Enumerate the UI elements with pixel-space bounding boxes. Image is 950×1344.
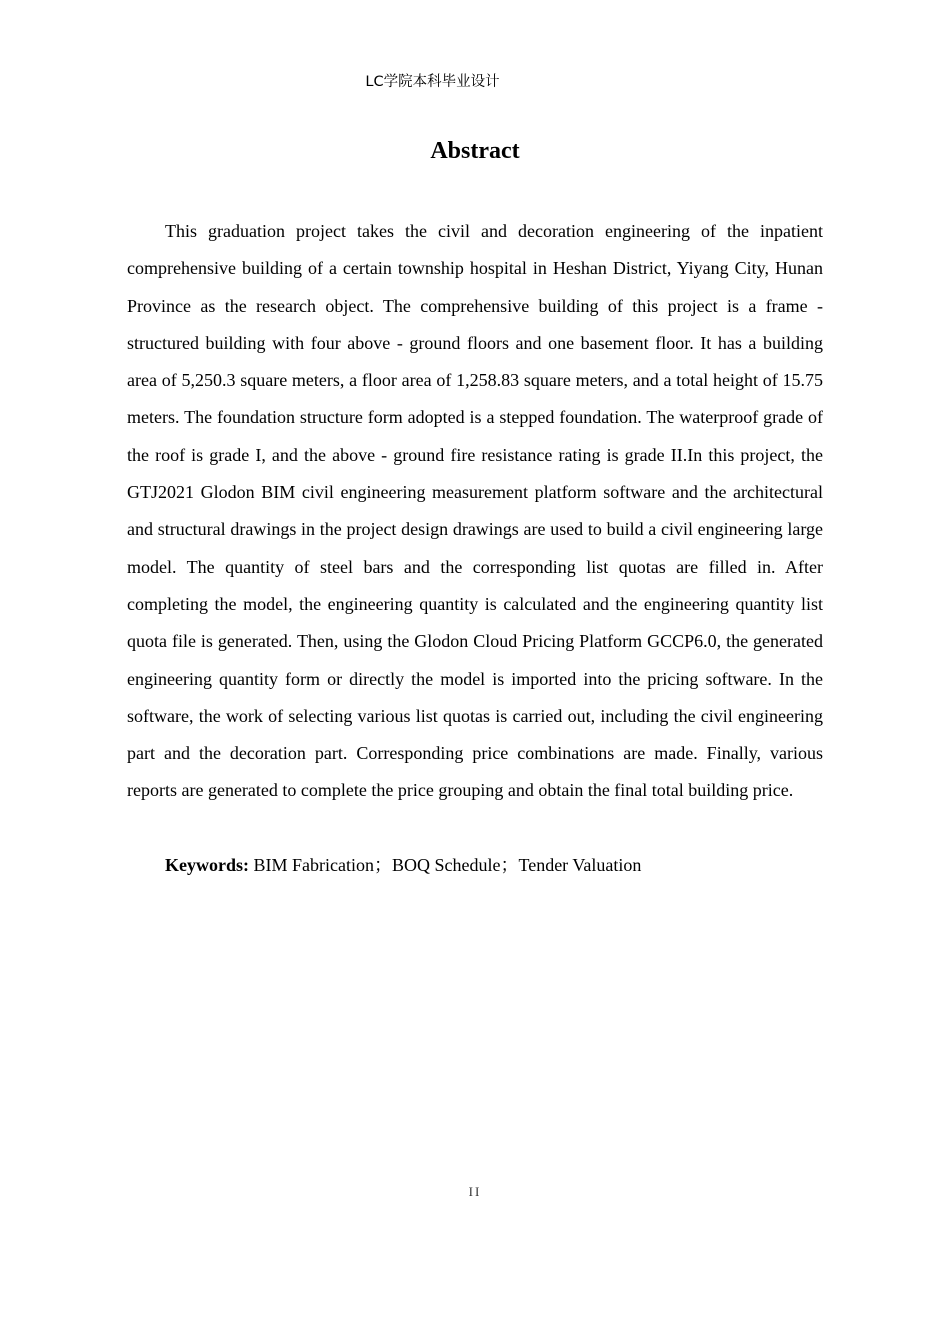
keywords-label: Keywords: (165, 855, 249, 875)
page-header: LC学院本科毕业设计 (365, 74, 500, 90)
abstract-body: This graduation project takes the civil and decoration engineering of the inpatient comprehensive building of a certain township hospital in Heshan District, Yiyang City, Hunan Province as the research object. The comprehensive building of this project is a frame - structured building with four above - ground floors and one basement floor. It has a building area of 5,250.3 square meters, a floor area of 1,258.83 square meters, and a total height of 15.75 meters. The foundation structure form adopted is a stepped foundation. The waterproof grade of the roof is grade I, and the above - ground fire resistance rating is grade II.In this project, the GTJ2021 Glodon BIM civil engineering measurement platform software and the architectural and structural drawings in the project design drawings are used to build a civil engineering large model. The quantity of steel bars and the corresponding list quotas are filled in. After completing the model, the engineering quantity is calculated and the engineering quantity list quota file is generated. Then, using the Glodon Cloud Pricing Platform GCCP6.0, the generated engineering quantity form or directly the model is imported into the pricing software. In the software, the work of selecting various list quotas is carried out, including the civil engineering part and the decoration part. Corresponding price combinations are made. Finally, various reports are generated to complete the price grouping and obtain the final total building price. (127, 221, 823, 801)
keywords-line (165, 847, 825, 884)
abstract-title: Abstract (430, 138, 520, 164)
page-number: II (468, 1184, 482, 1199)
keywords-value: BIM Fabrication；BOQ Schedule；Tender Valuation (249, 855, 642, 875)
